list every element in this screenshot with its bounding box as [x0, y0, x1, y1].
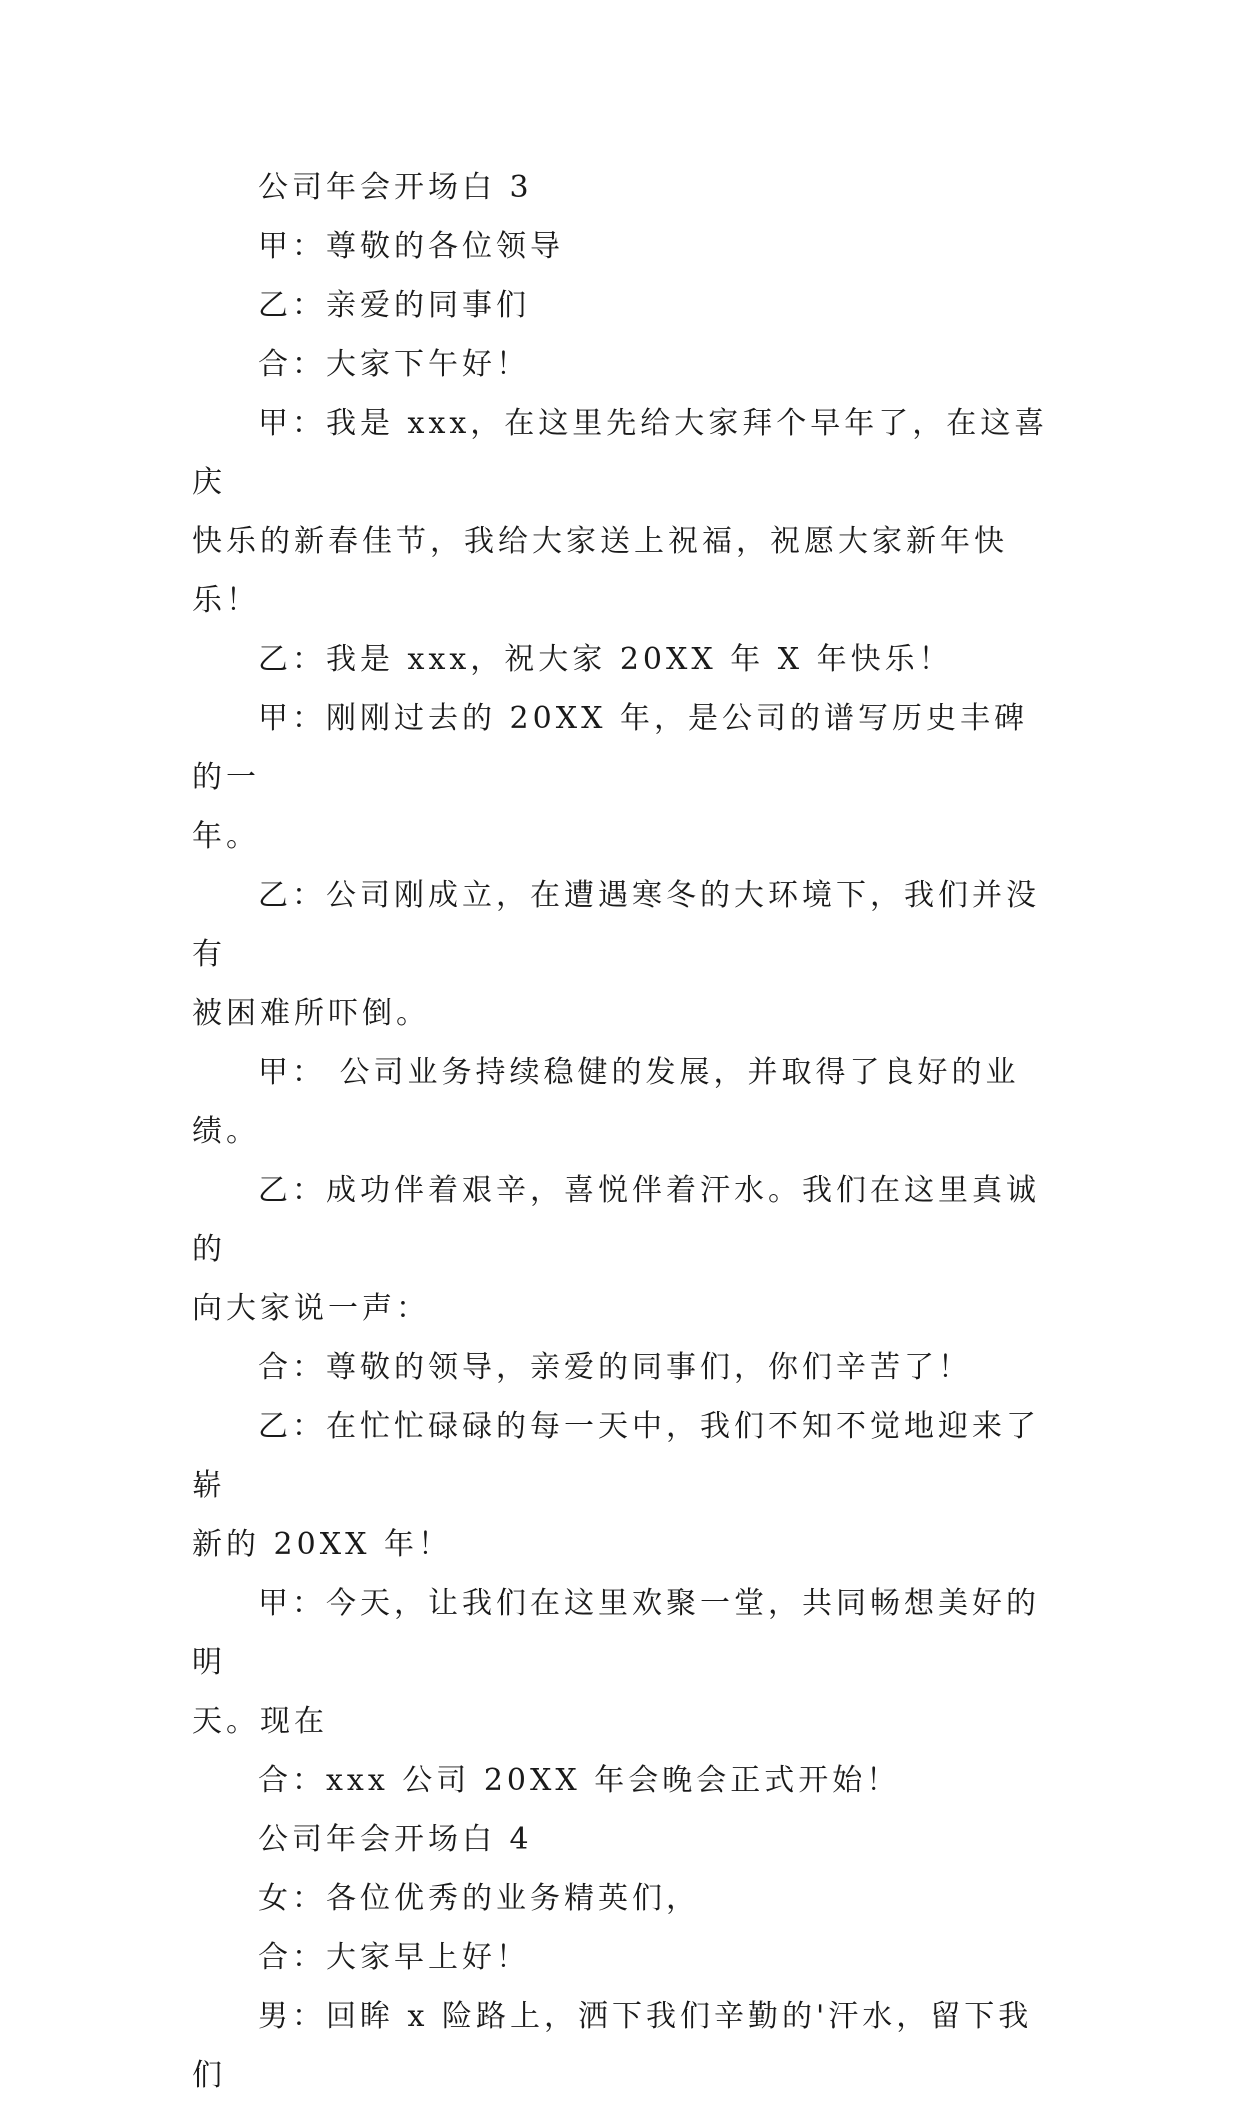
paragraph [192, 276, 1052, 335]
paragraph [192, 1161, 1052, 1338]
paragraph [192, 1987, 1052, 2105]
paragraph-line: 合：大家下午好！ [258, 347, 530, 382]
paragraph-continuation-line: 被困难所吓倒。 [192, 996, 430, 1031]
document-body [192, 158, 1052, 2105]
paragraph-line: 乙：在忙忙碌碌的每一天中，我们不知不觉地迎来了崭 [192, 1409, 1040, 1503]
paragraph-continuation-line: 天。现在 [192, 1704, 328, 1739]
paragraph [192, 1751, 1052, 1810]
paragraph-continuation-line: 向大家说一声： [192, 1291, 430, 1326]
paragraph [192, 1869, 1052, 1928]
paragraph-line: 甲：今天，让我们在这里欢聚一堂，共同畅想美好的明 [192, 1586, 1040, 1680]
paragraph [192, 1928, 1052, 1987]
paragraph [192, 689, 1052, 866]
paragraph-line: 乙：我是 xxx，祝大家 20XX 年 X 年快乐！ [258, 642, 953, 677]
paragraph [192, 1397, 1052, 1574]
paragraph [192, 1338, 1052, 1397]
paragraph-continuation-line: 新的 20XX 年！ [192, 1527, 452, 1562]
paragraph-line: 合：尊敬的领导，亲爱的同事们，你们辛苦了！ [258, 1350, 972, 1385]
paragraph-line: 甲：尊敬的各位领导 [258, 229, 564, 264]
paragraph-line: 男：回眸 x 险路上，洒下我们辛勤的'汗水，留下我们 [192, 1999, 1033, 2093]
paragraph [192, 866, 1052, 1043]
paragraph [192, 630, 1052, 689]
paragraph-continuation-line: 快乐的新春佳节，我给大家送上祝福，祝愿大家新年快乐！ [192, 524, 1008, 618]
paragraph-line: 乙：成功伴着艰辛，喜悦伴着汗水。我们在这里真诚的 [192, 1173, 1040, 1267]
paragraph [192, 1043, 1052, 1161]
paragraph [192, 217, 1052, 276]
paragraph-line: 公司年会开场白 4 [258, 1822, 533, 1857]
paragraph-line: 甲： 公司业务持续稳健的发展，并取得了良好的业绩。 [192, 1055, 1020, 1149]
paragraph-line: 甲：刚刚过去的 20XX 年，是公司的谱写历史丰碑的一 [192, 701, 1028, 795]
paragraph [192, 158, 1052, 217]
paragraph [192, 335, 1052, 394]
paragraph-line: 乙：公司刚成立，在遭遇寒冬的大环境下，我们并没有 [192, 878, 1040, 972]
paragraph-line: 公司年会开场白 3 [258, 170, 533, 205]
paragraph-line: 合：大家早上好！ [258, 1940, 530, 1975]
paragraph-line: 合：xxx 公司 20XX 年会晚会正式开始！ [258, 1763, 901, 1798]
paragraph [192, 1574, 1052, 1751]
paragraph-continuation-line: 年。 [192, 819, 260, 854]
paragraph [192, 394, 1052, 630]
paragraph-line: 甲：我是 xxx，在这里先给大家拜个早年了，在这喜庆 [192, 406, 1049, 500]
paragraph-line: 女：各位优秀的业务精英们， [258, 1881, 700, 1916]
paragraph [192, 1810, 1052, 1869]
paragraph-line: 乙：亲爱的同事们 [258, 288, 530, 323]
